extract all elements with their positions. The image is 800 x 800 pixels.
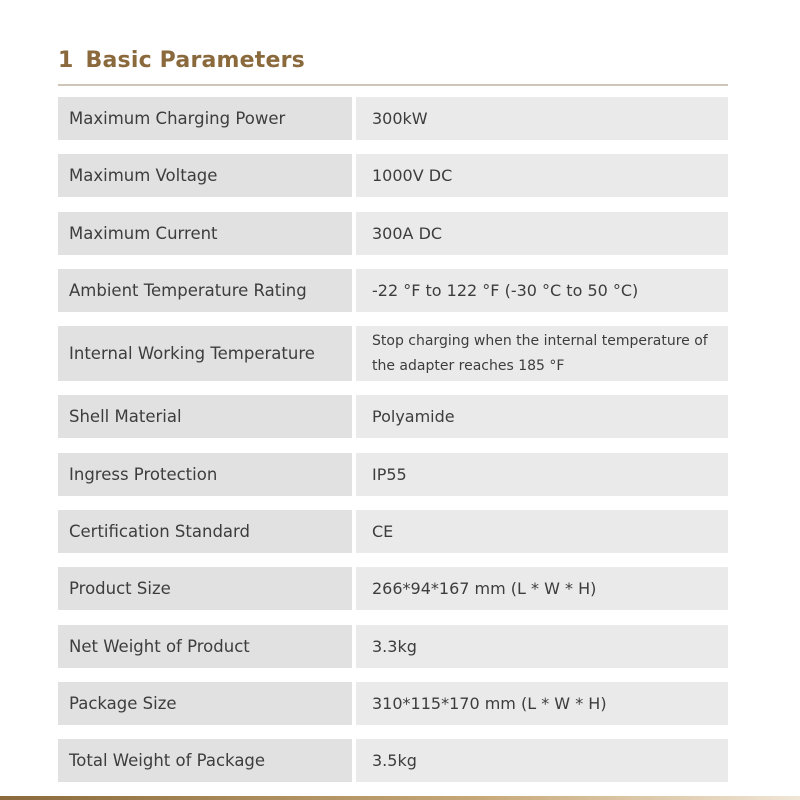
table-row: [58, 567, 728, 610]
table-row: [58, 97, 728, 140]
row-label: Shell Material: [58, 395, 352, 438]
row-label: Net Weight of Product: [58, 625, 352, 668]
row-label: Maximum Voltage: [58, 154, 352, 197]
section-title-text: Basic Parameters: [85, 48, 305, 73]
table-row: [58, 269, 728, 312]
bottom-accent-bar: [0, 796, 800, 800]
row-value: 3.5kg: [356, 739, 728, 782]
row-label: Internal Working Temperature: [58, 326, 352, 381]
section-title: [58, 48, 305, 73]
row-value: Polyamide: [356, 395, 728, 438]
row-value: 3.3kg: [356, 625, 728, 668]
row-label: Maximum Charging Power: [58, 97, 352, 140]
parameters-table: [58, 97, 728, 797]
row-label: Ambient Temperature Rating: [58, 269, 352, 312]
row-value: CE: [356, 510, 728, 553]
table-row: [58, 154, 728, 197]
title-divider: [58, 84, 728, 86]
row-value: Stop charging when the internal temperature of the adapter reaches 185 °F: [356, 326, 728, 381]
table-row: [58, 395, 728, 438]
table-row: [58, 682, 728, 725]
row-value: 300A DC: [356, 212, 728, 255]
row-label: Maximum Current: [58, 212, 352, 255]
row-value: IP55: [356, 453, 728, 496]
row-value: 266*94*167 mm (L * W * H): [356, 567, 728, 610]
section-number: 1: [58, 48, 74, 73]
table-row: [58, 212, 728, 255]
table-row: [58, 739, 728, 782]
row-value: 310*115*170 mm (L * W * H): [356, 682, 728, 725]
row-label: Product Size: [58, 567, 352, 610]
table-row: [58, 326, 728, 381]
table-row: [58, 625, 728, 668]
row-value: 1000V DC: [356, 154, 728, 197]
row-label: Package Size: [58, 682, 352, 725]
table-row: [58, 453, 728, 496]
row-label: Ingress Protection: [58, 453, 352, 496]
row-value: -22 °F to 122 °F (-30 °C to 50 °C): [356, 269, 728, 312]
row-label: Certification Standard: [58, 510, 352, 553]
row-label: Total Weight of Package: [58, 739, 352, 782]
table-row: [58, 510, 728, 553]
row-value: 300kW: [356, 97, 728, 140]
